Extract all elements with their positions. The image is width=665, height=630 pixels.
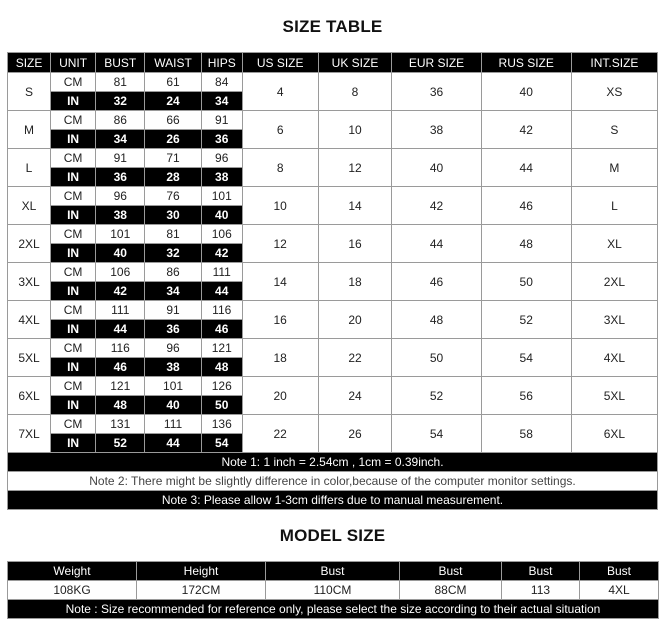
eur-size-value: 48	[392, 301, 481, 339]
rus-size-value: 44	[481, 149, 571, 187]
rus-size-value: 56	[481, 377, 571, 415]
us-size-value: 16	[242, 301, 318, 339]
in-value: 40	[96, 244, 145, 263]
size-label: S	[8, 73, 51, 111]
cm-value: 86	[145, 263, 201, 282]
cm-value: 96	[201, 149, 242, 168]
in-value: 36	[145, 320, 201, 339]
unit-in: IN	[51, 396, 96, 415]
size-row-cm	[8, 301, 658, 320]
cm-value: 121	[96, 377, 145, 396]
unit-in: IN	[51, 434, 96, 453]
size-row-cm	[8, 111, 658, 130]
size-table-title: SIZE TABLE	[282, 17, 383, 36]
in-value: 30	[145, 206, 201, 225]
model-note-text: Note : Size recommended for reference only, please select the size according to their actual situation	[8, 600, 659, 619]
model-value-cell: 110CM	[266, 581, 400, 600]
note2-text: Note 2: There might be slightly difference in color,because of the computer monitor settings.	[8, 472, 658, 491]
in-value: 38	[145, 358, 201, 377]
model-size-table	[7, 561, 659, 619]
int-size-value: L	[571, 187, 657, 225]
eur-size-value: 54	[392, 415, 481, 453]
size-label: L	[8, 149, 51, 187]
in-value: 32	[145, 244, 201, 263]
cm-value: 91	[201, 111, 242, 130]
note-row	[8, 491, 658, 510]
note-row	[8, 472, 658, 491]
in-value: 36	[96, 168, 145, 187]
size-header-cell: UNIT	[51, 53, 96, 73]
uk-size-value: 8	[318, 73, 392, 111]
size-label: 7XL	[8, 415, 51, 453]
unit-cm: CM	[51, 339, 96, 358]
size-header-cell: RUS SIZE	[481, 53, 571, 73]
size-row-cm	[8, 73, 658, 92]
uk-size-value: 26	[318, 415, 392, 453]
eur-size-value: 38	[392, 111, 481, 149]
us-size-value: 22	[242, 415, 318, 453]
rus-size-value: 58	[481, 415, 571, 453]
model-size-title: MODEL SIZE	[279, 526, 386, 545]
cm-value: 136	[201, 415, 242, 434]
cm-value: 84	[201, 73, 242, 92]
in-value: 52	[96, 434, 145, 453]
model-header-cell: Bust	[400, 562, 502, 581]
size-header-cell: US SIZE	[242, 53, 318, 73]
model-value-row	[8, 581, 659, 600]
eur-size-value: 50	[392, 339, 481, 377]
size-header-cell: SIZE	[8, 53, 51, 73]
uk-size-value: 24	[318, 377, 392, 415]
size-row-cm	[8, 377, 658, 396]
cm-value: 111	[201, 263, 242, 282]
uk-size-value: 12	[318, 149, 392, 187]
cm-value: 81	[96, 73, 145, 92]
eur-size-value: 42	[392, 187, 481, 225]
size-label: 3XL	[8, 263, 51, 301]
int-size-value: 4XL	[571, 339, 657, 377]
in-value: 34	[201, 92, 242, 111]
cm-value: 71	[145, 149, 201, 168]
size-row-cm	[8, 263, 658, 282]
in-value: 48	[96, 396, 145, 415]
cm-value: 81	[145, 225, 201, 244]
size-label: 6XL	[8, 377, 51, 415]
model-value-cell: 88CM	[400, 581, 502, 600]
size-label: XL	[8, 187, 51, 225]
in-value: 32	[96, 92, 145, 111]
size-header-cell: EUR SIZE	[392, 53, 481, 73]
unit-cm: CM	[51, 263, 96, 282]
rus-size-value: 54	[481, 339, 571, 377]
unit-in: IN	[51, 206, 96, 225]
us-size-value: 6	[242, 111, 318, 149]
eur-size-value: 44	[392, 225, 481, 263]
cm-value: 101	[201, 187, 242, 206]
model-value-cell: 172CM	[137, 581, 266, 600]
unit-cm: CM	[51, 301, 96, 320]
model-header-cell: Bust	[580, 562, 659, 581]
size-label: 4XL	[8, 301, 51, 339]
int-size-value: 2XL	[571, 263, 657, 301]
in-value: 34	[96, 130, 145, 149]
in-value: 42	[96, 282, 145, 301]
cm-value: 121	[201, 339, 242, 358]
us-size-value: 14	[242, 263, 318, 301]
unit-in: IN	[51, 244, 96, 263]
size-header-cell: BUST	[96, 53, 145, 73]
cm-value: 116	[96, 339, 145, 358]
in-value: 40	[201, 206, 242, 225]
in-value: 24	[145, 92, 201, 111]
cm-value: 106	[96, 263, 145, 282]
size-table	[7, 52, 658, 510]
us-size-value: 10	[242, 187, 318, 225]
model-value-cell: 113	[502, 581, 580, 600]
cm-value: 116	[201, 301, 242, 320]
size-header-cell: UK SIZE	[318, 53, 392, 73]
unit-in: IN	[51, 358, 96, 377]
unit-in: IN	[51, 320, 96, 339]
unit-cm: CM	[51, 225, 96, 244]
cm-value: 96	[145, 339, 201, 358]
rus-size-value: 48	[481, 225, 571, 263]
uk-size-value: 20	[318, 301, 392, 339]
in-value: 26	[145, 130, 201, 149]
unit-cm: CM	[51, 377, 96, 396]
unit-cm: CM	[51, 73, 96, 92]
cm-value: 131	[96, 415, 145, 434]
in-value: 54	[201, 434, 242, 453]
in-value: 28	[145, 168, 201, 187]
unit-in: IN	[51, 282, 96, 301]
cm-value: 106	[201, 225, 242, 244]
uk-size-value: 10	[318, 111, 392, 149]
eur-size-value: 36	[392, 73, 481, 111]
rus-size-value: 50	[481, 263, 571, 301]
note-row	[8, 453, 658, 472]
in-value: 44	[145, 434, 201, 453]
in-value: 46	[96, 358, 145, 377]
unit-in: IN	[51, 168, 96, 187]
in-value: 46	[201, 320, 242, 339]
size-table-header-row	[8, 53, 658, 73]
int-size-value: 3XL	[571, 301, 657, 339]
uk-size-value: 18	[318, 263, 392, 301]
int-size-value: S	[571, 111, 657, 149]
model-header-cell: Bust	[266, 562, 400, 581]
in-value: 50	[201, 396, 242, 415]
cm-value: 91	[96, 149, 145, 168]
size-header-cell: WAIST	[145, 53, 201, 73]
model-note-row	[8, 600, 659, 619]
unit-in: IN	[51, 130, 96, 149]
in-value: 44	[96, 320, 145, 339]
size-label: M	[8, 111, 51, 149]
unit-in: IN	[51, 92, 96, 111]
in-value: 42	[201, 244, 242, 263]
eur-size-value: 52	[392, 377, 481, 415]
note3-text: Note 3: Please allow 1-3cm differs due to manual measurement.	[8, 491, 658, 510]
model-value-cell: 4XL	[580, 581, 659, 600]
size-header-cell: HIPS	[201, 53, 242, 73]
model-value-cell: 108KG	[8, 581, 137, 600]
int-size-value: XS	[571, 73, 657, 111]
uk-size-value: 22	[318, 339, 392, 377]
eur-size-value: 40	[392, 149, 481, 187]
us-size-value: 12	[242, 225, 318, 263]
cm-value: 126	[201, 377, 242, 396]
unit-cm: CM	[51, 111, 96, 130]
note1-text: Note 1: 1 inch = 2.54cm , 1cm = 0.39inch.	[8, 453, 658, 472]
rus-size-value: 42	[481, 111, 571, 149]
int-size-value: 5XL	[571, 377, 657, 415]
us-size-value: 8	[242, 149, 318, 187]
model-header-cell: Height	[137, 562, 266, 581]
rus-size-value: 52	[481, 301, 571, 339]
eur-size-value: 46	[392, 263, 481, 301]
us-size-value: 20	[242, 377, 318, 415]
model-header-cell: Bust	[502, 562, 580, 581]
unit-cm: CM	[51, 149, 96, 168]
rus-size-value: 46	[481, 187, 571, 225]
cm-value: 111	[96, 301, 145, 320]
size-row-cm	[8, 339, 658, 358]
cm-value: 96	[96, 187, 145, 206]
int-size-value: XL	[571, 225, 657, 263]
cm-value: 101	[145, 377, 201, 396]
size-row-cm	[8, 187, 658, 206]
cm-value: 76	[145, 187, 201, 206]
cm-value: 101	[96, 225, 145, 244]
size-row-cm	[8, 415, 658, 434]
cm-value: 66	[145, 111, 201, 130]
uk-size-value: 16	[318, 225, 392, 263]
rus-size-value: 40	[481, 73, 571, 111]
in-value: 44	[201, 282, 242, 301]
us-size-value: 18	[242, 339, 318, 377]
in-value: 38	[201, 168, 242, 187]
unit-cm: CM	[51, 415, 96, 434]
int-size-value: M	[571, 149, 657, 187]
in-value: 38	[96, 206, 145, 225]
us-size-value: 4	[242, 73, 318, 111]
int-size-value: 6XL	[571, 415, 657, 453]
in-value: 36	[201, 130, 242, 149]
model-header-row	[8, 562, 659, 581]
size-row-cm	[8, 149, 658, 168]
cm-value: 111	[145, 415, 201, 434]
uk-size-value: 14	[318, 187, 392, 225]
cm-value: 91	[145, 301, 201, 320]
size-label: 2XL	[8, 225, 51, 263]
in-value: 40	[145, 396, 201, 415]
unit-cm: CM	[51, 187, 96, 206]
in-value: 34	[145, 282, 201, 301]
size-row-cm	[8, 225, 658, 244]
cm-value: 86	[96, 111, 145, 130]
in-value: 48	[201, 358, 242, 377]
size-header-cell: INT.SIZE	[571, 53, 657, 73]
size-label: 5XL	[8, 339, 51, 377]
cm-value: 61	[145, 73, 201, 92]
model-header-cell: Weight	[8, 562, 137, 581]
